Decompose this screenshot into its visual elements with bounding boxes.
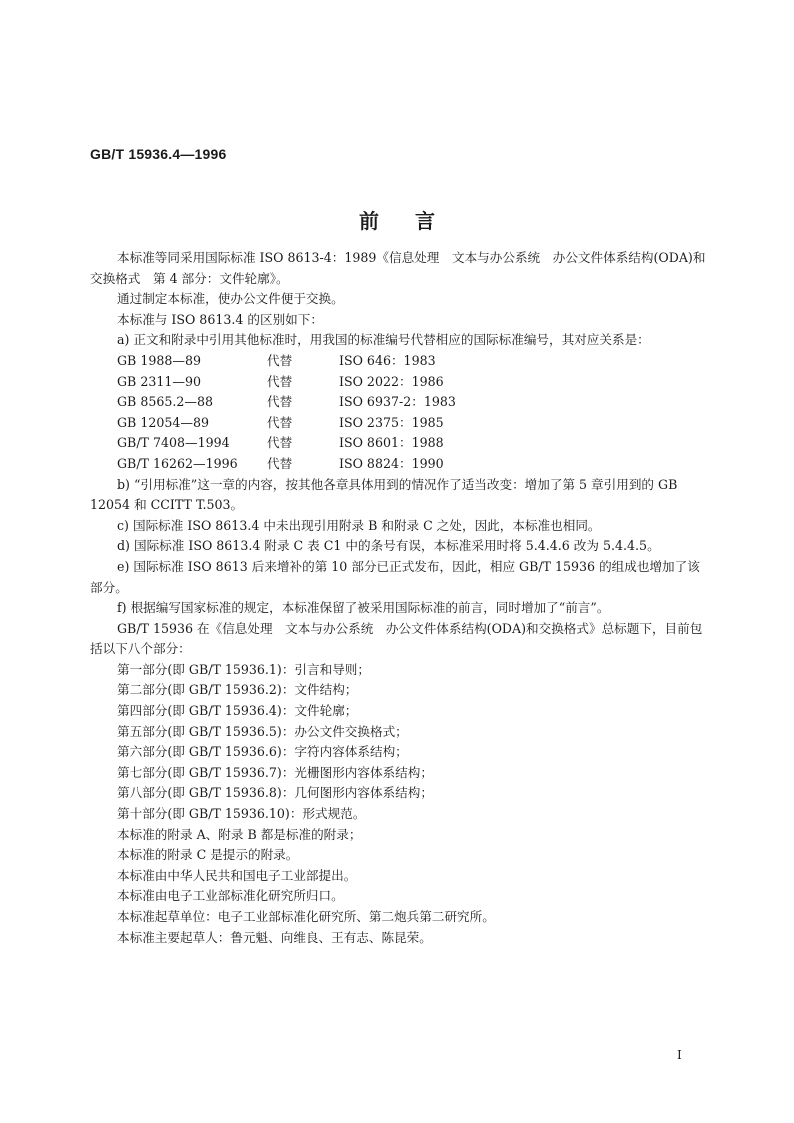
standard-code: GB/T 15936.4—1996 <box>90 146 227 162</box>
paragraph: a) 正文和附录中引用其他标准时，用我国的标准编号代替相应的国际标准编号，其对应关系是： <box>117 332 650 348</box>
gb-standard: GB/T 16262—1996 <box>117 455 238 471</box>
paragraph: 本标准的附录 C 是提示的附录。 <box>117 847 299 863</box>
gb-standard: GB 12054—89 <box>117 414 209 430</box>
paragraph: 通过制定本标准，使办公文件便于交换。 <box>117 291 344 307</box>
table-row <box>90 413 706 434</box>
iso-standard: ISO 646：1983 <box>339 352 436 368</box>
gb-standard: GB/T 7408—1994 <box>117 435 230 451</box>
table-row <box>90 454 706 475</box>
table-row <box>90 351 706 372</box>
table-row <box>90 433 706 454</box>
page-title: 前言 <box>359 209 471 233</box>
iso-standard: ISO 6937-2：1983 <box>339 394 456 410</box>
paragraph: c) 国际标准 ISO 8613.4 中未出现引用附录 B 和附录 C 之处，因此，本标准也相同。 <box>117 517 601 533</box>
list-item: 第二部分(即 GB/T 15936.2)：文件结构； <box>117 682 358 698</box>
document-body <box>90 248 706 948</box>
relation: 代替 <box>267 352 293 368</box>
paragraph: GB/T 15936 在《信息处理 文本与办公系统 办公文件体系结构(ODA)和交换格式》总标题下，目前包括以下八个部分： <box>90 620 703 657</box>
list-item: 第四部分(即 GB/T 15936.4)：文件轮廓； <box>117 703 358 719</box>
paragraph: d) 国际标准 ISO 8613.4 附录 C 表 C1 中的条号有误，本标准采用时将 5.4.4.6 改为 5.4.4.5。 <box>117 538 660 554</box>
relation: 代替 <box>267 455 293 471</box>
iso-standard: ISO 8601：1988 <box>339 435 444 451</box>
iso-standard: ISO 2375：1985 <box>339 414 444 430</box>
list-item: 第八部分(即 GB/T 15936.8)：几何图形内容体系结构； <box>117 785 433 801</box>
paragraph: b) “引用标准”这一章的内容，按其他各章具体用到的情况作了适当改变：增加了第 5 章引用到的 GB 12054 和 CCITT T.503。 <box>90 476 678 513</box>
relation: 代替 <box>267 414 293 430</box>
relation: 代替 <box>267 373 293 389</box>
list-item: 第五部分(即 GB/T 15936.5)：办公文件交换格式； <box>117 723 408 739</box>
paragraph: 本标准起草单位：电子工业部标准化研究所、第二炮兵第二研究所。 <box>117 909 495 924</box>
list-item: 第一部分(即 GB/T 15936.1)：引言和导则； <box>117 661 370 677</box>
replacement-table <box>90 351 706 475</box>
gb-standard: GB 2311—90 <box>117 373 201 389</box>
paragraph: 本标准由中华人民共和国电子工业部提出。 <box>117 867 357 883</box>
iso-standard: ISO 2022：1986 <box>339 373 444 389</box>
list-item: 第十部分(即 GB/T 15936.10)：形式规范。 <box>117 806 366 822</box>
paragraph: 本标准等同采用国际标准 ISO 8613-4：1989《信息处理 文本与办公系统 办公文件体系结构(ODA)和交换格式 第 4 部分：文件轮廓》。 <box>90 250 706 286</box>
paragraph: e) 国际标准 ISO 8613 后来增补的第 10 部分已正式发布，因此，相应 GB/T 15936 的组成也增加了该部分。 <box>90 558 700 595</box>
paragraph: f) 根据编写国家标准的规定，本标准保留了被采用国际标准的前言，同时增加了“前言”。 <box>117 600 610 616</box>
relation: 代替 <box>267 394 293 410</box>
gb-standard: GB 8565.2—88 <box>117 394 214 410</box>
paragraph: 本标准主要起草人：鲁元魁、向维良、王有志、陈昆荣。 <box>117 929 432 945</box>
list-item: 第六部分(即 GB/T 15936.6)：字符内容体系结构； <box>117 744 408 760</box>
list-item: 第七部分(即 GB/T 15936.7)：光栅图形内容体系结构； <box>117 764 433 780</box>
paragraph: 本标准由电子工业部标准化研究所归口。 <box>117 888 344 904</box>
paragraph: 本标准的附录 A、附录 B 都是标准的附录； <box>117 826 362 842</box>
relation: 代替 <box>267 435 293 451</box>
iso-standard: ISO 8824：1990 <box>339 455 444 471</box>
table-row <box>90 392 706 413</box>
gb-standard: GB 1988—89 <box>117 352 201 368</box>
paragraph: 本标准与 ISO 8613.4 的区别如下： <box>117 311 323 327</box>
page-number: I <box>677 1048 682 1062</box>
table-row <box>90 372 706 393</box>
